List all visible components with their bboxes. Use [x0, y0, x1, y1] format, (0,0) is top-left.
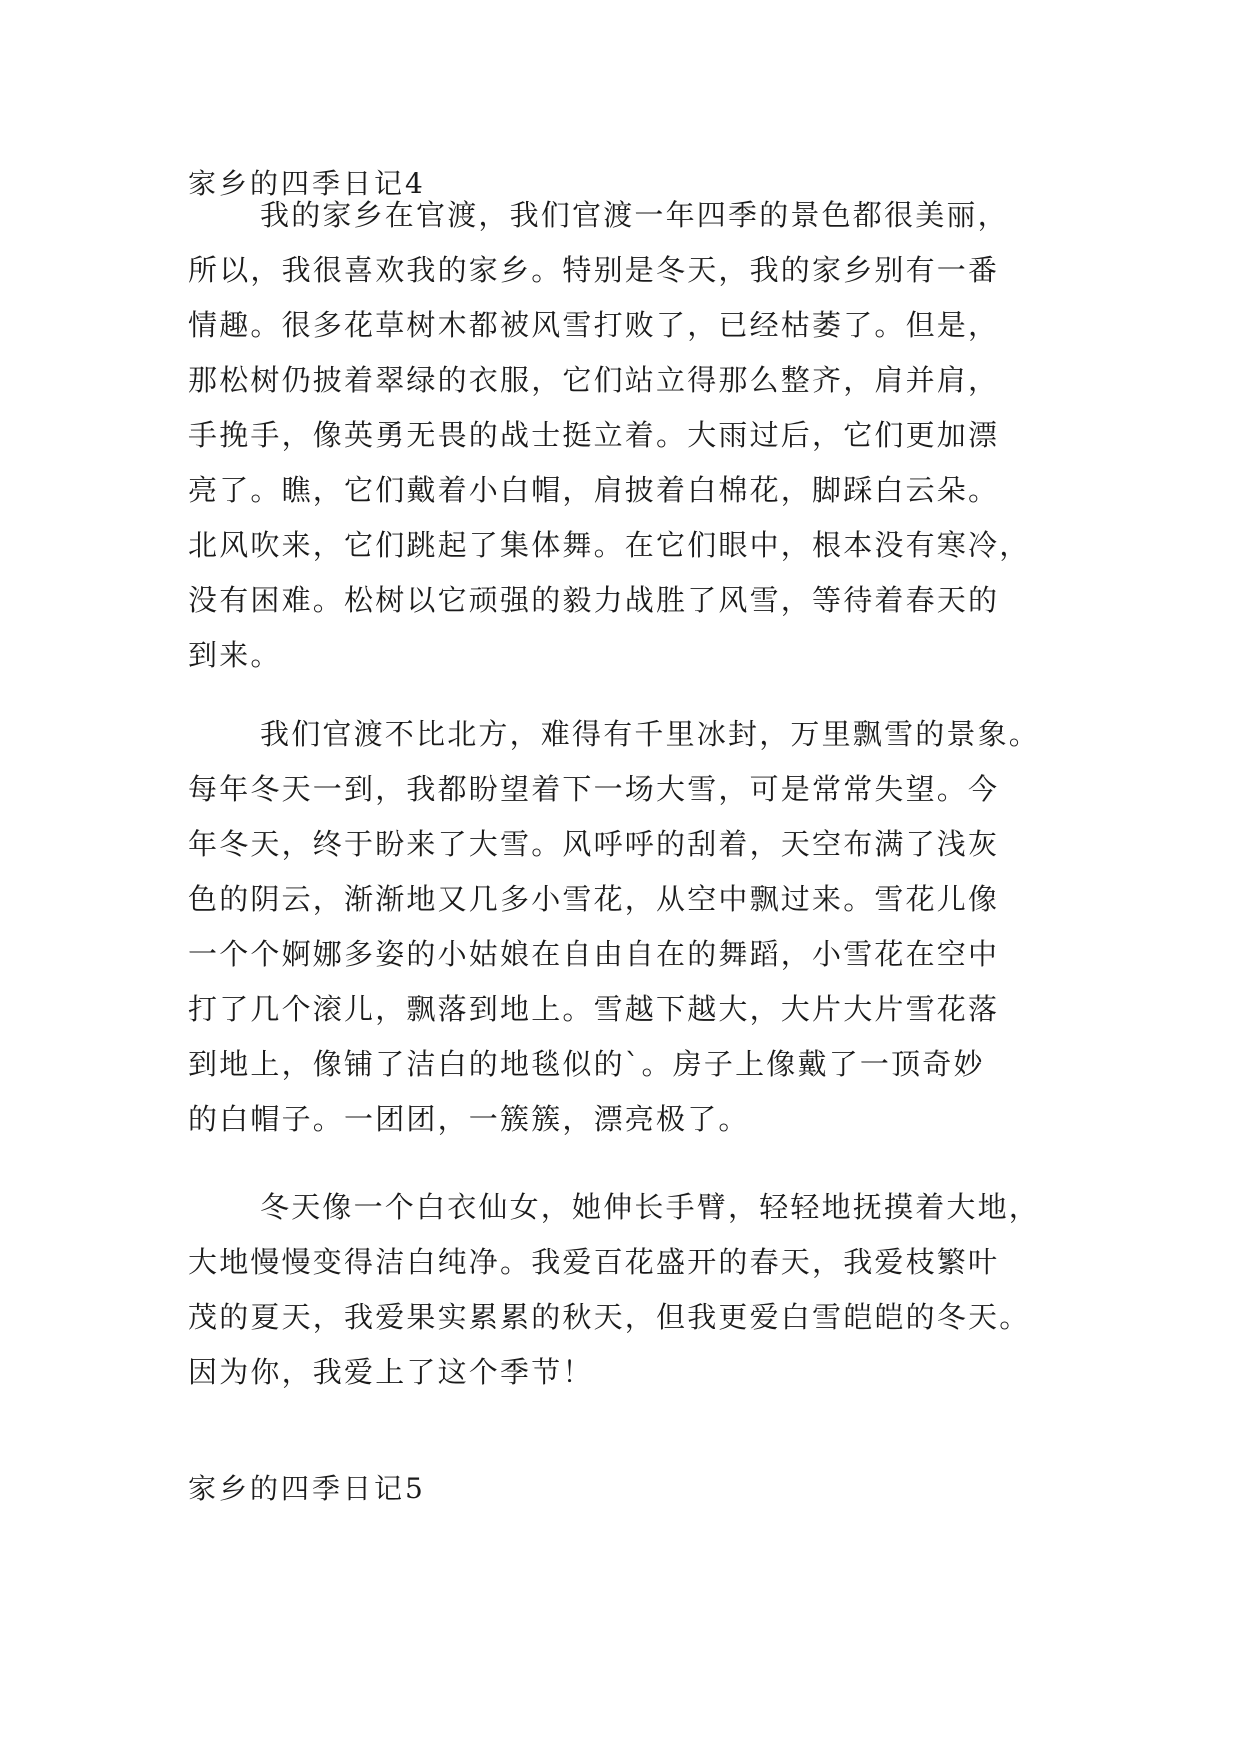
text-line: 冬天像一个白衣仙女，她伸长手臂，轻轻地抚摸着大地，: [260, 1190, 1041, 1224]
text-line: 的白帽子。一团团，一簇簇，漂亮极了。: [188, 1102, 750, 1136]
text-line: 年冬天，终于盼来了大雪。风呼呼的刮着，天空布满了浅灰: [188, 827, 1000, 861]
diary-4-paragraph-1: [188, 188, 1058, 683]
text-line: 所以，我很喜欢我的家乡。特别是冬天，我的家乡别有一番: [188, 253, 1000, 287]
diary-4-paragraph-2: [188, 707, 1058, 1147]
text-line: 打了几个滚儿，飘落到地上。雪越下越大，大片大片雪花落: [188, 992, 1000, 1026]
text-line: 每年冬天一到，我都盼望着下一场大雪，可是常常失望。今: [188, 772, 1000, 806]
text-line: 到地上，像铺了洁白的地毯似的`。房子上像戴了一顶奇妙: [188, 1047, 985, 1081]
diary-4-paragraph-3: [188, 1180, 1058, 1400]
diary-5-title: 家乡的四季日记5: [188, 1472, 426, 1505]
text-line: 那松树仍披着翠绿的衣服，它们站立得那么整齐，肩并肩，: [188, 363, 1000, 397]
text-line: 茂的夏天，我爱果实累累的秋天，但我更爱白雪皑皑的冬天。: [188, 1300, 1031, 1334]
text-line: 色的阴云，渐渐地又几多小雪花，从空中飘过来。雪花儿像: [188, 882, 1000, 916]
text-line: 没有困难。松树以它顽强的毅力战胜了风雪，等待着春天的: [188, 583, 1000, 617]
text-line: 到来。: [188, 638, 282, 672]
text-line: 我们官渡不比北方，难得有千里冰封，万里飘雪的景象。: [260, 717, 1041, 751]
text-line: 我的家乡在官渡，我们官渡一年四季的景色都很美丽，: [260, 198, 1009, 232]
text-line: 亮了。瞧，它们戴着小白帽，肩披着白棉花，脚踩白云朵。: [188, 473, 1000, 507]
diary-4-title: 家乡的四季日记4: [188, 167, 426, 200]
text-line: 北风吹来，它们跳起了集体舞。在它们眼中，根本没有寒冷，: [188, 528, 1031, 562]
text-line: 情趣。很多花草树木都被风雪打败了，已经枯萎了。但是，: [188, 308, 1000, 342]
text-line: 大地慢慢变得洁白纯净。我爱百花盛开的春天，我爱枝繁叶: [188, 1245, 1000, 1279]
text-line: 一个个婀娜多姿的小姑娘在自由自在的舞蹈，小雪花在空中: [188, 937, 1000, 971]
text-line: 手挽手，像英勇无畏的战士挺立着。大雨过后，它们更加漂: [188, 418, 1000, 452]
text-line: 因为你，我爱上了这个季节！: [188, 1355, 594, 1389]
